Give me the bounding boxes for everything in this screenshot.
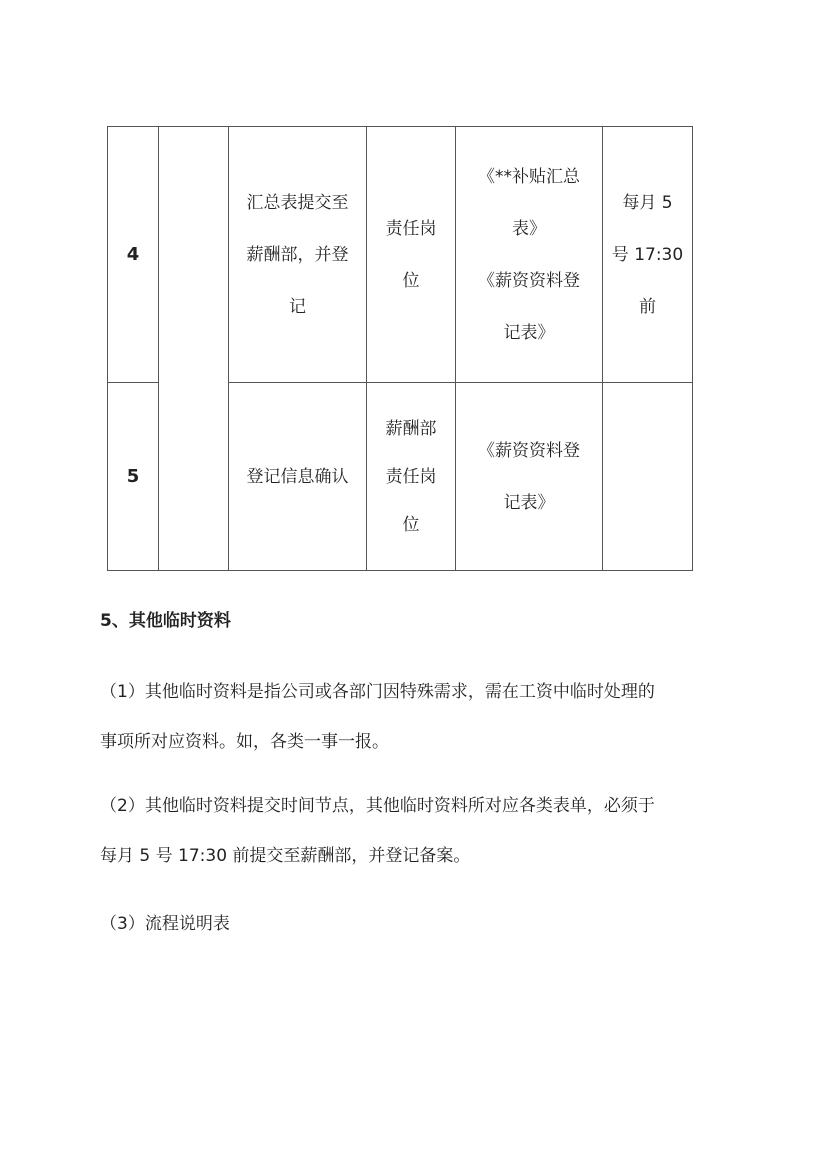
owner-text: 薪酬部 xyxy=(385,418,437,439)
step-text: 汇总表提交至 xyxy=(246,192,349,213)
deadline-cell xyxy=(603,127,693,383)
paragraph-1-line-2: 事项所对应资料。如，各类一事一报。 xyxy=(100,732,389,752)
step-cell xyxy=(229,383,367,571)
doc-text: 《**补贴汇总 xyxy=(478,166,580,187)
process-table xyxy=(107,126,693,571)
owner-cell xyxy=(367,127,456,383)
section-heading: 5、其他临时资料 xyxy=(100,611,231,631)
step-text: 薪酬部，并登 xyxy=(246,244,349,265)
deadline-text: 每月 5 xyxy=(622,192,673,213)
paragraph-3: （3）流程说明表 xyxy=(100,914,230,934)
owner-cell xyxy=(367,383,456,571)
deadline-text: 前 xyxy=(639,296,656,317)
merged-cell xyxy=(159,127,229,571)
row-number: 4 xyxy=(108,127,159,383)
paragraph-2-line-2: 每月 5 号 17:30 前提交至薪酬部，并登记备案。 xyxy=(100,846,471,866)
paragraph-2-line-1: （2）其他临时资料提交时间节点，其他临时资料所对应各类表单，必须于 xyxy=(100,796,655,816)
docs-cell xyxy=(456,127,603,383)
step-text: 登记信息确认 xyxy=(246,466,349,487)
paragraph-1-line-1: （1）其他临时资料是指公司或各部门因特殊需求，需在工资中临时处理的 xyxy=(100,682,655,702)
deadline-cell xyxy=(603,383,693,571)
docs-cell xyxy=(456,383,603,571)
doc-text: 表》 xyxy=(512,218,546,239)
row-number: 5 xyxy=(108,383,159,571)
table-row xyxy=(108,127,693,383)
doc-text: 记表》 xyxy=(503,492,555,513)
deadline-text: 号 17:30 xyxy=(611,244,684,265)
doc-text: 记表》 xyxy=(503,322,555,343)
step-cell xyxy=(229,127,367,383)
doc-text: 《薪资资料登 xyxy=(478,270,580,291)
owner-text: 位 xyxy=(402,270,420,291)
doc-text: 《薪资资料登 xyxy=(478,440,580,461)
owner-text: 位 xyxy=(402,514,420,535)
step-text: 记 xyxy=(289,296,306,317)
owner-text: 责任岗 xyxy=(385,218,437,239)
owner-text: 责任岗 xyxy=(385,466,437,487)
